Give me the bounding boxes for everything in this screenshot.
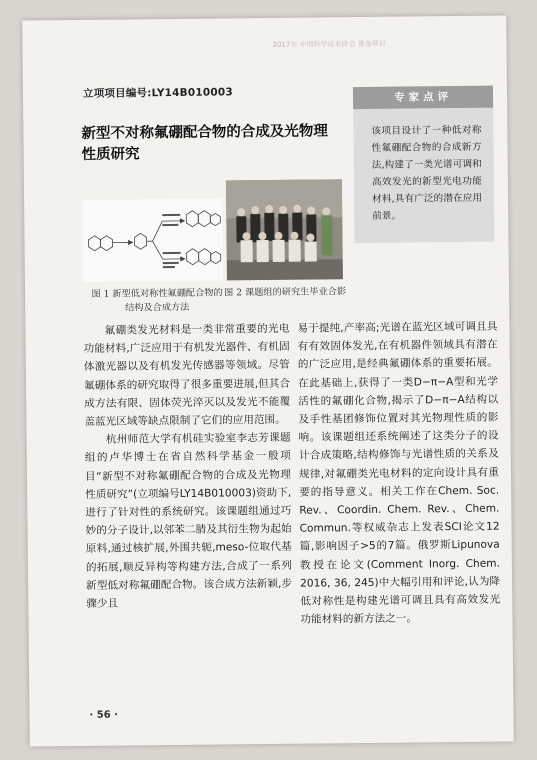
magazine-page — [22, 15, 514, 746]
synthesis-scheme-image — [82, 198, 223, 281]
body-paragraph: 易于提纯,产率高;光谱在蓝光区域可调且具有有效固体发光,在有机器件领域具有潜在的广泛应用,是经典氟硼体系的重要拓展。在此基础上,获得了一类D−π−A型和光学活性的氟硼化合物,揭示了D−π−A结构以及手性基团修饰位置对其光物理性质的影响。该课题组还系统阐述了这类分子的设计合成策略,结构修饰与光谱性质的关系及规律,对氟硼类光电材料的定向设计具有重要的指导意义。相关工作在Chem. Soc. Rev.、Coordin. Chem. Rev.、Chem. Commun.等权威杂志上发表SCI论文12篇,影响因子>5的7篇。俄罗斯Lipunova教授在论文(Comment Inorg. Chem. 2016, 36, 245)中大幅引用和评论,认为降低对称性是构建光谱可调且具有高效发光功能材料的新方法之一。 — [297, 320, 501, 626]
group-photo-image — [226, 179, 343, 280]
expert-comment-heading: 专家点评 — [353, 86, 493, 109]
figure-2-caption: 图 2 课题组的研究生毕业合影 — [224, 286, 347, 299]
project-number: 立项项目编号:LY14B010003 — [82, 86, 233, 100]
figure-2-group-photo — [226, 179, 343, 280]
article-title: 新型不对称氟硼配合物的合成及光物理性质研究 — [81, 123, 328, 163]
figure-1-caption: 图 1 新型低对称性氟硼配合物的结构及合成方法 — [91, 287, 223, 314]
body-column-left — [83, 320, 292, 613]
expert-comment-text: 该项目设计了一种低对称性氟硼配合物的合成新方法,构建了一类光谱可调和高效发光的新型光电功能材料,具有广泛的潜在应用前景。 — [371, 124, 483, 222]
page-number: · 56 · — [89, 709, 119, 721]
running-head: 2017年 中国科学技术协会 基金项目 — [272, 39, 386, 49]
expert-comment-box — [353, 86, 495, 243]
figure-1-scheme — [82, 198, 223, 281]
body-paragraph: 氟硼类发光材料是一类非常重要的光电功能材料,广泛应用于有机发光器件、有机固体激光器以及有机发光传感器等领域。尽管氟硼体系的研究取得了很多重要进展,但其合成方法有限、固体荧光淬灭以及发光不能覆盖蓝光区域等缺点限制了它们的应用范围。 — [83, 322, 291, 428]
body-paragraph: 杭州师范大学有机硅实验室李志芳课题组的卢华博士在省自然科学基金一般项目“新型不对称氟硼配合物的合成及光物理性质研究”(立项编号LY14B010003)资助下,进行了针对性的系统研究。该课题组通过巧妙的分子设计,以邻苯二腈及其衍生物为起始原料,通过核扩展,外围共轭,meso-位取代基的拓展,顺反异构等构建方法,合成了一系列新型低对称氟硼配合物。该合成方法新颖,步骤少且 — [84, 431, 293, 610]
body-column-right — [297, 318, 500, 630]
